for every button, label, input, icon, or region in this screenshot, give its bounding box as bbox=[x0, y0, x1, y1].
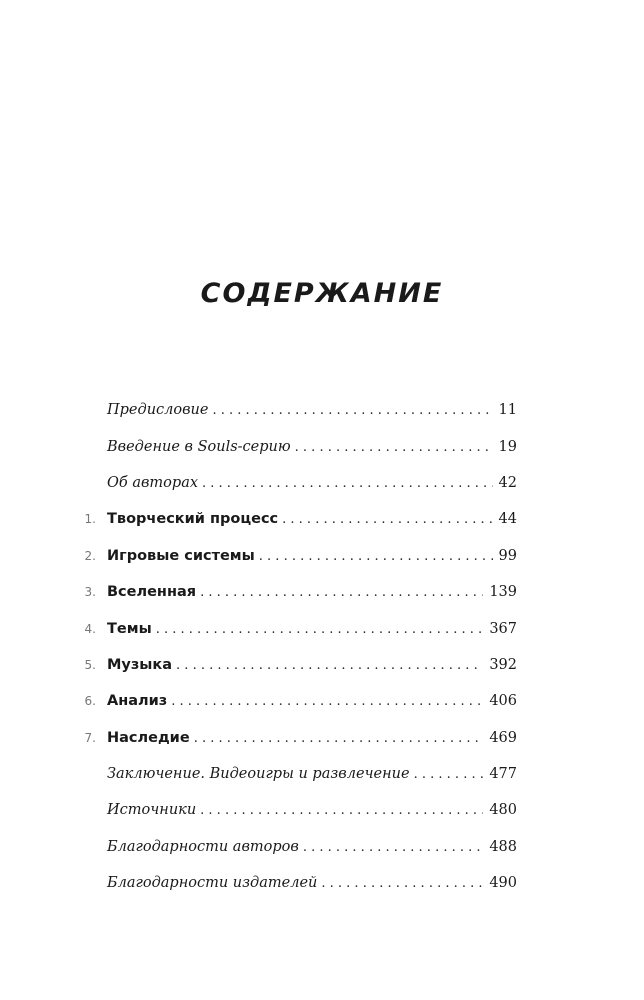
toc-entry bbox=[0, 501, 644, 537]
dot-leader bbox=[212, 403, 492, 418]
page-number: 11 bbox=[498, 402, 517, 419]
toc-entry-body bbox=[107, 875, 517, 891]
toc-entry bbox=[0, 756, 644, 792]
entry-title: Игровые системы bbox=[107, 547, 255, 564]
toc-entry bbox=[0, 683, 644, 719]
page-number: 139 bbox=[489, 584, 517, 601]
entry-title: Источники bbox=[107, 802, 197, 819]
page-number: 392 bbox=[489, 656, 517, 673]
dot-leader bbox=[171, 694, 483, 709]
entry-title: Заключение. Видеоигры и развлечение bbox=[107, 766, 410, 783]
entry-title: Темы bbox=[107, 620, 152, 637]
toc-entry-body bbox=[107, 730, 517, 746]
entry-title: Об авторах bbox=[107, 474, 199, 491]
toc-entry bbox=[0, 647, 644, 683]
chapter-number: 1. bbox=[84, 512, 96, 527]
dot-leader bbox=[202, 476, 493, 491]
chapter-number: 2. bbox=[84, 548, 96, 563]
dot-leader bbox=[200, 585, 483, 600]
toc-entry-body bbox=[107, 511, 517, 527]
page-title: СОДЕРЖАНИЕ bbox=[200, 278, 444, 309]
entry-title: Творческий процесс bbox=[107, 511, 279, 528]
entry-title: Анализ bbox=[107, 693, 168, 710]
page-number: 480 bbox=[489, 802, 517, 819]
dot-leader bbox=[321, 876, 483, 891]
chapter-number: 7. bbox=[84, 730, 96, 745]
toc-entry-body bbox=[107, 802, 517, 818]
entry-title: Предисловие bbox=[107, 402, 209, 419]
entry-title: Вселенная bbox=[107, 584, 197, 601]
toc-entry bbox=[0, 428, 644, 464]
toc-entry bbox=[0, 610, 644, 646]
toc-entry-body bbox=[107, 839, 517, 855]
dot-leader bbox=[295, 440, 493, 455]
toc-entry bbox=[0, 829, 644, 865]
toc-entry bbox=[0, 465, 644, 501]
toc-entry bbox=[0, 865, 644, 901]
page-number: 19 bbox=[498, 438, 517, 455]
dot-leader bbox=[282, 512, 492, 527]
toc-entry-body bbox=[107, 693, 517, 709]
entry-title: Благодарности авторов bbox=[107, 838, 299, 855]
dot-leader bbox=[303, 840, 483, 855]
dot-leader bbox=[200, 803, 483, 818]
toc-entry bbox=[0, 792, 644, 828]
page-number: 477 bbox=[489, 766, 517, 783]
chapter-number: 6. bbox=[84, 694, 96, 709]
toc-entry bbox=[0, 720, 644, 756]
page-number: 488 bbox=[489, 838, 517, 855]
dot-leader bbox=[194, 731, 484, 746]
entry-title: Наследие bbox=[107, 729, 190, 746]
toc-entry-body bbox=[107, 657, 517, 673]
toc-entry-body bbox=[107, 402, 517, 418]
dot-leader bbox=[176, 658, 483, 673]
page-number: 42 bbox=[498, 474, 517, 491]
entry-title: Музыка bbox=[107, 656, 173, 673]
dot-leader bbox=[259, 549, 493, 564]
table-of-contents bbox=[0, 392, 644, 901]
page-number: 99 bbox=[498, 547, 517, 564]
toc-entry bbox=[0, 392, 644, 428]
page-number: 44 bbox=[498, 511, 517, 528]
dot-leader bbox=[414, 767, 484, 782]
page-number: 367 bbox=[489, 620, 517, 637]
toc-entry-body bbox=[107, 766, 517, 782]
page-number: 469 bbox=[489, 729, 517, 746]
toc-entry-body bbox=[107, 475, 517, 491]
chapter-number: 4. bbox=[84, 621, 96, 636]
toc-entry bbox=[0, 574, 644, 610]
toc-entry bbox=[0, 538, 644, 574]
page-number: 490 bbox=[489, 875, 517, 892]
entry-title: Благодарности издателей bbox=[107, 875, 318, 892]
toc-entry-body bbox=[107, 548, 517, 564]
toc-entry-body bbox=[107, 584, 517, 600]
entry-title: Введение в Souls-серию bbox=[107, 438, 291, 455]
toc-entry-body bbox=[107, 439, 517, 455]
chapter-number: 5. bbox=[84, 657, 96, 672]
page-number: 406 bbox=[489, 693, 517, 710]
chapter-number: 3. bbox=[84, 585, 96, 600]
toc-entry-body bbox=[107, 621, 517, 637]
dot-leader bbox=[156, 622, 484, 637]
